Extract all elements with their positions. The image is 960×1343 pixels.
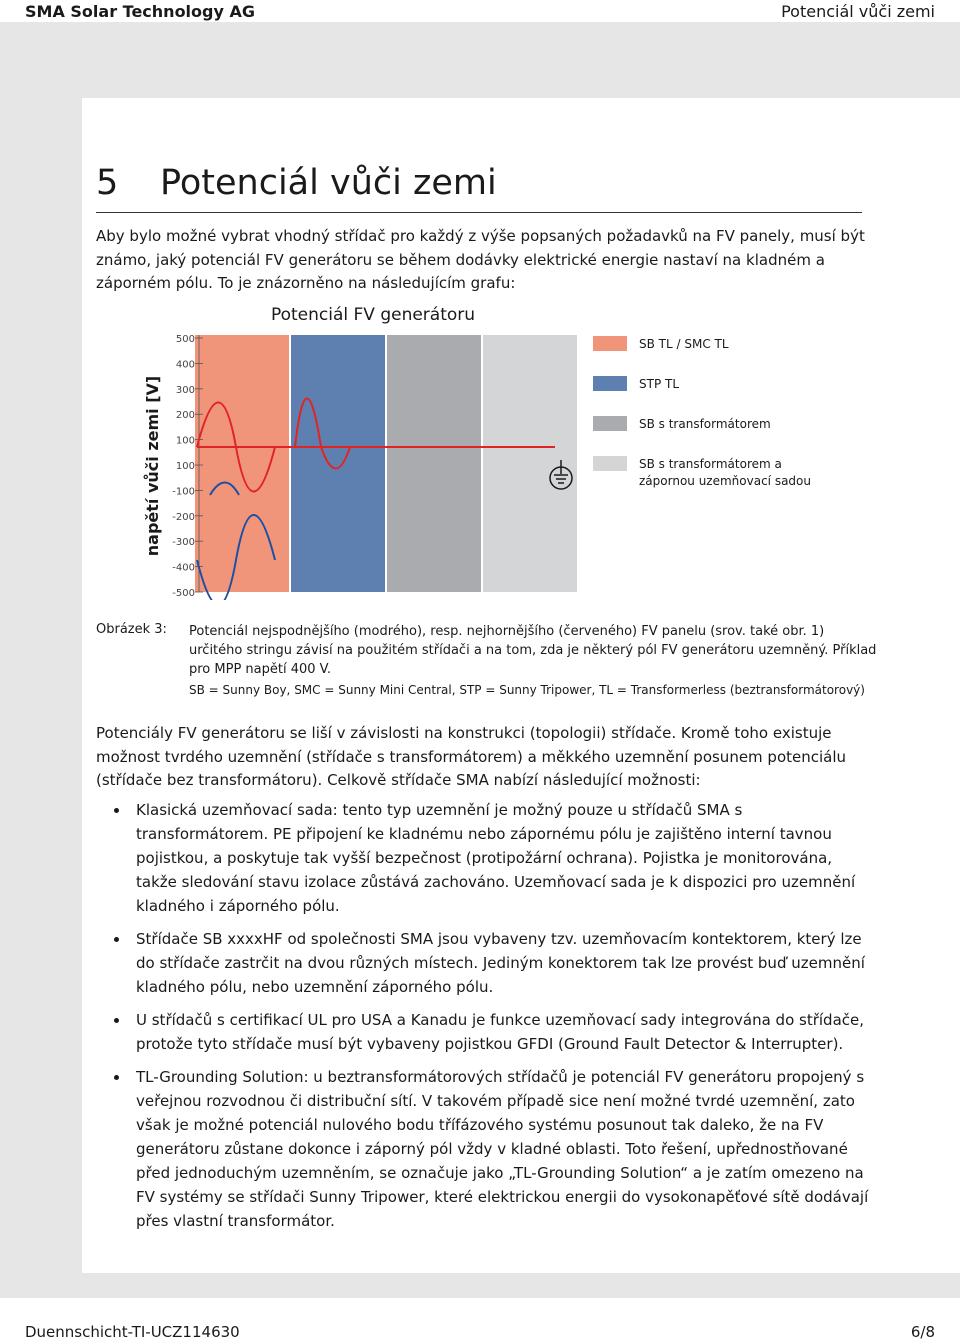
y-tick-label: -300 — [172, 537, 195, 549]
chart-legend — [593, 336, 811, 488]
y-tick-label: -100 — [172, 486, 195, 498]
column-band-4 — [483, 335, 577, 592]
section-heading — [96, 163, 497, 203]
bullet-icon — [114, 1075, 119, 1080]
legend-swatch — [593, 456, 627, 471]
y-tick-label: 400 — [175, 359, 195, 371]
column-band-1 — [195, 335, 289, 592]
bullet-icon — [114, 937, 119, 942]
list-item — [96, 1065, 876, 1233]
list-item-text: U střídačů s certifikací UL pro USA a Kanadu je funkce uzemňovací sady integrována do střídače, protože tyto střídače musí být vybaveny pojistkou GFDI (Ground Fault Detector & Interrupter). — [136, 1011, 864, 1053]
y-axis-label: napětí vůči zemi [V] — [143, 375, 162, 557]
y-tick-label: 500 — [175, 334, 195, 345]
legend-label: SB s transformátorem a zápornou uzemňovací sadou — [639, 457, 811, 488]
list-item — [96, 1008, 876, 1056]
legend-swatch — [593, 336, 627, 351]
legend-swatch — [593, 376, 627, 391]
bullet-icon — [114, 1018, 119, 1023]
list-item — [96, 798, 876, 918]
body-paragraph: Potenciály FV generátoru se liší v závislosti na konstrukci (topologii) střídače. Kromě toho existuje možnost tvrdého uzemnění (střídače s transformátorem) a měkkého uzemnění posunem potenciálu (střídače bez transformátoru). Celkově střídače SMA nabízí následující možnosti: — [96, 724, 847, 789]
y-tick-label: 300 — [175, 384, 195, 396]
y-tick-label: -400 — [172, 562, 195, 574]
list-item-text: Střídače SB xxxxHF od společnosti SMA jsou vybaveny tzv. uzemňovacím kontektorem, který lze do střídače zastrčit na dvou různých místech. Jediným konektorem tak lze provést buď uzemnění kladného pólu, nebo uzemnění záporného pólu. — [136, 930, 865, 996]
y-tick-label: 200 — [175, 410, 195, 422]
document-id: Duennschicht-TI-UCZ114630 — [25, 1323, 240, 1341]
company-name: SMA Solar Technology AG — [25, 2, 255, 21]
y-tick-label: -500 — [172, 588, 195, 599]
legend-label: SB TL / SMC TL — [639, 337, 729, 351]
page-number: 6/8 — [910, 1323, 935, 1341]
legend-swatch — [593, 416, 627, 431]
column-band-3 — [387, 335, 481, 592]
list-item-text: Klasická uzemňovací sada: tento typ uzemnění je možný pouze u střídačů SMA s transformátorem. PE připojení ke kladnému nebo zápornému pólu je zajištěno interní tavnou pojistkou, a poskytuje tak vyšší bezpečnost (protipožární ochrana). Pojistka je monitorována, takže sledování stavu izolace zůstává zachováno. Uzemňovací sada je k dispozici pro uzemnění kladného i záporného pólu. — [136, 801, 856, 915]
options-list — [96, 798, 876, 1242]
column-band-2 — [291, 335, 385, 592]
list-item — [96, 927, 876, 999]
list-item-text: TL-Grounding Solution: u beztransformátorových střídačů je potenciál FV generátoru propojený s veřejnou rozvodnou či distribuční sítí. V takovém případě sice není možné tvrdé uzemnění, zato však je možné potenciál nulového bodu třífázového systému posunout tak daleko, že na FV generátoru zůstane dokonce i záporný pól vždy v kladné oblasti. Toto řešení, upřednostňované před jednoduchým uzemněním, se označuje jako „TL-Grounding Solution“ a je zatím omezeno na FV systémy se střídači Sunny Tripower, které elektrickou energii do vysokonapěťové sítě dodávají přes vlastní transformátor. — [136, 1068, 869, 1230]
section-title: Potenciál vůči zemi — [160, 163, 497, 203]
figure-abbreviation-note: SB = Sunny Boy, SMC = Sunny Mini Central, STP = Sunny Tripower, TL = Transformerless (beztransformátorový) — [189, 683, 865, 697]
chart-title: Potenciál FV generátoru — [270, 305, 476, 325]
column-bands — [195, 335, 577, 592]
legend-label: SB s transformátorem — [639, 417, 771, 431]
figure-caption: Potenciál nejspodnějšího (modrého), resp. nejhornějšího (červeného) FV panelu (srov. také obr. 1) určitého stringu závisí na použitém střídači a na tom, zda je některý pól FV generátoru uzemněný. Příklad pro MPP napětí 400 V. — [189, 624, 877, 677]
figure-label: Obrázek 3: — [96, 622, 167, 637]
y-tick-label: 100 — [175, 435, 195, 447]
top-bar — [0, 0, 960, 22]
y-tick-label: 100 — [175, 461, 195, 472]
heading-rule — [96, 212, 862, 213]
running-header-section: Potenciál vůči zemi — [781, 2, 935, 21]
y-tick-label: -200 — [172, 511, 195, 523]
intro-paragraph: Aby bylo možné vybrat vhodný střídač pro každý z výše popsaných požadavků na FV panely, musí být známo, jaký potenciál FV generátoru se během dodávky elektrické energie nastaví na kladném a záporném pólu. To je znázorněno na následujícím grafu: — [96, 227, 865, 292]
section-number: 5 — [96, 163, 119, 203]
legend-label: STP TL — [639, 377, 680, 391]
bullet-icon — [114, 808, 119, 813]
potential-chart — [135, 300, 835, 600]
